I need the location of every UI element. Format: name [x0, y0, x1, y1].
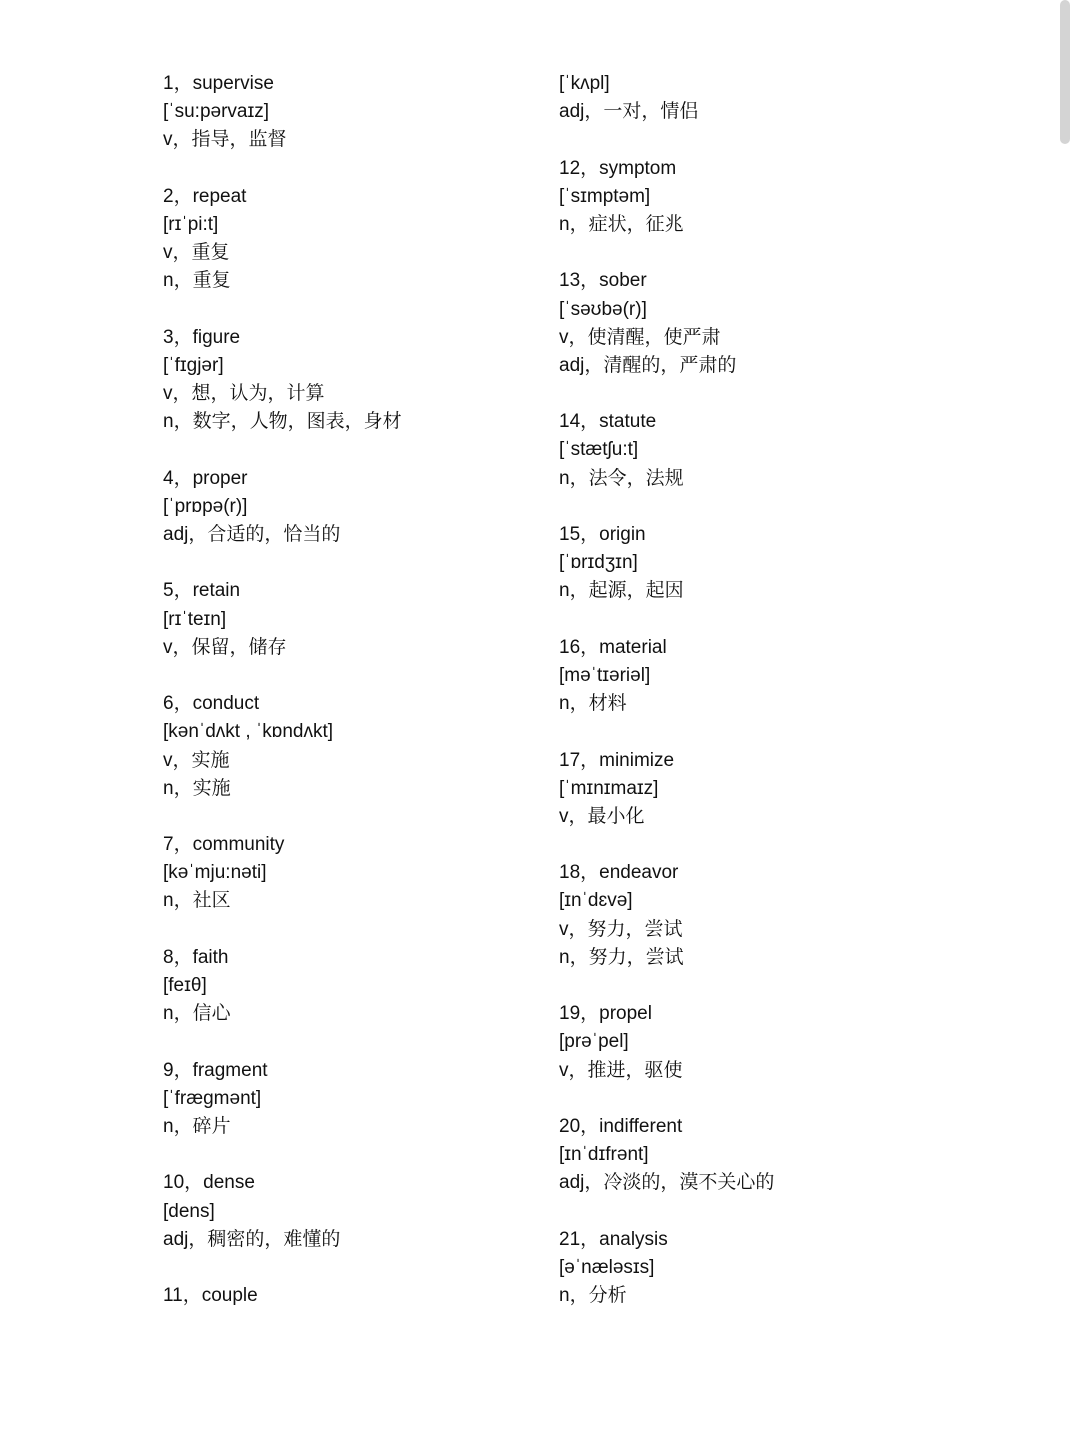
entry-line: 9，fragment [163, 1059, 268, 1081]
entry-line: [ɪnˈdɛvə] [559, 890, 633, 912]
entry-gap [559, 239, 979, 267]
entry-line: n，材料 [559, 693, 627, 715]
left-column [163, 70, 543, 1310]
entry-gap [559, 1198, 979, 1226]
entry-line: n，碎片 [163, 1115, 231, 1137]
entry-line: [ˈprɒpə(r)] [163, 495, 248, 517]
entry-line: [ɪnˈdɪfrənt] [559, 1144, 649, 1166]
entry-line: [ˈkʌpl] [559, 73, 610, 94]
entry-line: 13，sober [559, 270, 647, 292]
entry-line: [ˈsɪmptəm] [559, 185, 651, 207]
entry-line: [prəˈpel] [559, 1031, 629, 1053]
entry-line: [ˈsəʊbə(r)] [559, 298, 647, 320]
entry-gap [163, 1141, 543, 1169]
entry-line: n，数字，人物，图表，身材 [163, 411, 402, 433]
entry-line: n，社区 [163, 890, 231, 912]
entry-line: v，实施 [163, 749, 230, 771]
entry-line: [əˈnæləsɪs] [559, 1256, 655, 1278]
entry-gap [163, 549, 543, 577]
entry-line: adj，一对，情侣 [559, 101, 699, 123]
entry-gap [163, 662, 543, 690]
entry-line: [ˈsu:pərvaɪz] [163, 101, 270, 123]
scrollbar-thumb[interactable] [1060, 0, 1070, 144]
entry-line: n，起源，起因 [559, 580, 684, 602]
entry-line: v，重复 [163, 242, 230, 264]
entry-gap [163, 803, 543, 831]
entry-gap [163, 1254, 543, 1282]
entry-line: 20，indifferent [559, 1115, 683, 1137]
right-column [559, 70, 979, 1310]
entry-line: v，指导，监督 [163, 129, 287, 151]
entry-gap [163, 916, 543, 944]
entry-line: n，重复 [163, 270, 231, 292]
entry-line: [ˈfrægmənt] [163, 1087, 262, 1109]
entry-line: [rɪˈpi:t] [163, 213, 219, 235]
entry-line: 21，analysis [559, 1228, 668, 1250]
entry-line: 17，minimize [559, 749, 675, 771]
entry-line: v，最小化 [559, 805, 645, 827]
entry-line: n，实施 [163, 777, 231, 799]
entry-line: v，使清醒，使严肃 [559, 326, 721, 348]
entry-gap [559, 493, 979, 521]
entry-line: [rɪˈteɪn] [163, 608, 227, 630]
entry-gap [559, 718, 979, 746]
entry-line: n，症状，征兆 [559, 213, 684, 235]
entry-line: 16，material [559, 636, 667, 658]
entry-line: adj，清醒的，严肃的 [559, 354, 737, 376]
entry-gap [559, 972, 979, 1000]
entry-line: adj，稠密的，难懂的 [163, 1228, 341, 1250]
entry-line: 7，community [163, 834, 285, 856]
entry-line: n，法令，法规 [559, 467, 684, 489]
entry-line: [feɪθ] [163, 975, 207, 996]
entry-line: 1，supervise [163, 73, 274, 94]
entry-line: n，分析 [559, 1285, 627, 1307]
entry-gap [559, 606, 979, 634]
entry-gap [163, 1028, 543, 1056]
entry-line: 11，couple [163, 1285, 258, 1307]
entry-line: 5，retain [163, 580, 241, 602]
entry-line: [ˈɒrɪdʒɪn] [559, 552, 638, 574]
entry-gap [559, 380, 979, 408]
entry-line: 12，symptom [559, 157, 677, 179]
entry-line: v，推进，驱使 [559, 1059, 683, 1081]
entry-line: 6，conduct [163, 693, 260, 715]
entry-line: 19，propel [559, 1003, 652, 1025]
entry-line: [dens] [163, 1200, 215, 1222]
entry-line: v，努力，尝试 [559, 918, 683, 940]
entry-line: 18，endeavor [559, 862, 679, 884]
entry-line: [kənˈdʌkt , ˈkɒndʌkt] [163, 721, 334, 743]
entry-gap [559, 126, 979, 154]
entry-gap [163, 155, 543, 183]
entry-line: [ˈfɪgjər] [163, 354, 224, 376]
entry-line: v，保留，储存 [163, 636, 287, 658]
entry-line: 10，dense [163, 1172, 255, 1194]
entry-line: [məˈtɪəriəl] [559, 664, 651, 686]
entry-line: 3，figure [163, 326, 241, 348]
entry-line: adj，冷淡的，漠不关心的 [559, 1172, 775, 1194]
entry-line: 2，repeat [163, 185, 247, 207]
entry-line: [ˈmɪnɪmaɪz] [559, 777, 659, 799]
entry-line: [ˈstætʃu:t] [559, 439, 639, 461]
entry-line: v，想，认为，计算 [163, 383, 325, 405]
entry-gap [163, 436, 543, 464]
entry-line: n，努力，尝试 [559, 946, 684, 968]
entry-gap [559, 831, 979, 859]
entry-gap [559, 1085, 979, 1113]
entry-line: 4，proper [163, 467, 248, 489]
entry-line: 15，origin [559, 524, 646, 545]
entry-line: 8，faith [163, 946, 229, 968]
entry-gap [163, 296, 543, 324]
entry-line: n，信心 [163, 1003, 231, 1025]
entry-line: [kəˈmju:nəti] [163, 862, 267, 884]
entry-line: adj，合适的，恰当的 [163, 524, 341, 545]
entry-line: 14，statute [559, 411, 657, 433]
